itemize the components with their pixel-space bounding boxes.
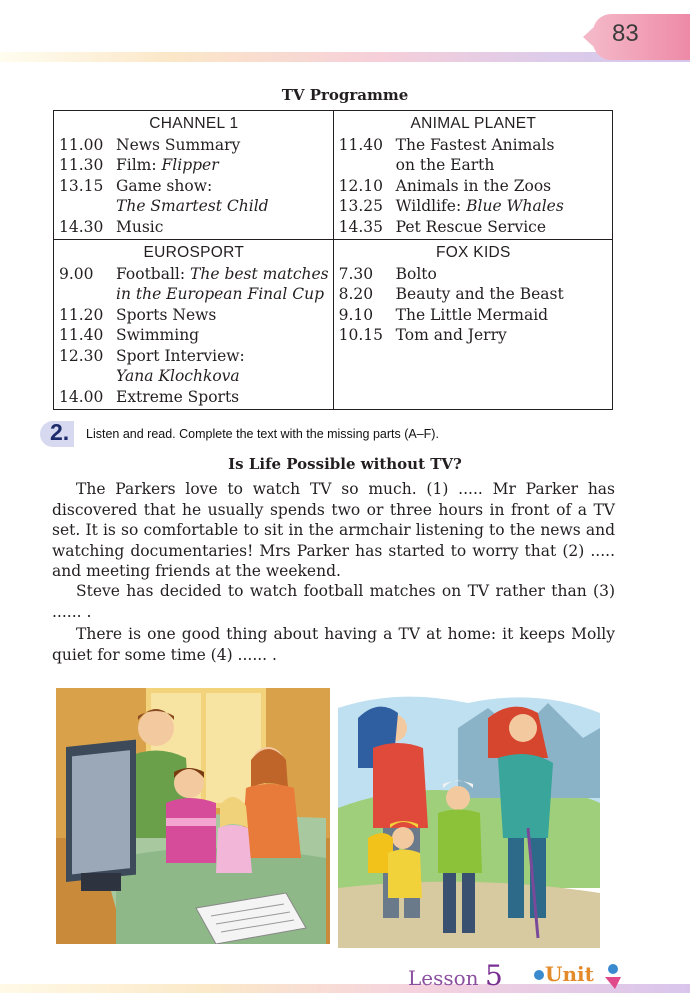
programme-row-continued: in the European Final Cup (116, 285, 325, 303)
exercise-number-badge (40, 421, 74, 447)
programme-row: 13.25 Wildlife: Blue Whales (338, 197, 564, 215)
tv-programme-title: TV Programme (281, 86, 409, 104)
programme-row: 12.30 Sport Interview: (59, 346, 245, 365)
exercise-instruction: Listen and read. Complete the text with the missing parts (A–F). (86, 427, 439, 441)
reading-title: Is Life Possible without TV? (228, 455, 462, 473)
programme-row: 11.30 Film: Flipper (59, 156, 219, 174)
channel-cell (333, 111, 612, 240)
reading-paragraph: There is one good thing about having a TV at home: it keeps Molly quiet for some time (4) ...... . (52, 625, 615, 664)
channel-cell (54, 111, 334, 240)
lesson-label: Lesson 5 (408, 959, 503, 992)
page-number-tab (593, 14, 690, 60)
channel-name: ANIMAL PLANET (410, 115, 537, 132)
programme-row: 9.00 Football: The best matches (59, 264, 329, 283)
programme-row: 11.20 Sports News (59, 305, 217, 324)
reading-paragraph: Steve has decided to watch football matches on TV rather than (3) ...... . (52, 582, 615, 621)
programme-row: 11.40 Swimming (59, 326, 200, 344)
programme-row: 8.20 Beauty and the Beast (338, 285, 564, 303)
programme-row: 12.10 Animals in the Zoos (338, 176, 552, 195)
exercise-number: 2. (50, 419, 70, 445)
programme-row: 9.10 The Little Mermaid (338, 305, 549, 324)
svg-text:Unit: Unit (545, 962, 594, 986)
programme-row: 14.30 Music (59, 217, 164, 236)
programme-row-continued: Yana Klochkova (116, 367, 240, 385)
programme-row: 14.35 Pet Rescue Service (338, 217, 547, 236)
family-watching-tv-illustration (56, 688, 330, 944)
programme-row: 14.00 Extreme Sports (59, 387, 240, 406)
channel-name: FOX KIDS (435, 244, 511, 261)
programme-row: 13.15 Game show: (59, 176, 213, 195)
channel-name: CHANNEL 1 (149, 115, 239, 132)
programme-row-continued: on the Earth (395, 156, 495, 174)
channel-cell (333, 240, 612, 410)
programme-row: 11.40 The Fastest Animals (338, 135, 555, 154)
unit-logo-icon (533, 959, 633, 993)
programme-row: 11.00 News Summary (59, 135, 241, 154)
channel-name: EUROSPORT (143, 244, 245, 261)
family-hiking-illustration (338, 688, 600, 948)
page-number: 83 (612, 20, 639, 47)
reading-paragraph: The Parkers love to watch TV so much. (1) ..... Mr Parker has discovered that he usually spends two or three hours in front of a TV set. It is so comfortable to sit in the armchair listening to the news and watching documentaries! Mrs Parker has started to worry that (2) ..... and meeting friends at the weekend. (52, 480, 615, 580)
header-stripe (0, 52, 690, 62)
channel-cell (54, 240, 334, 410)
tv-programme-table (53, 110, 613, 410)
programme-row-continued: The Smartest Child (116, 197, 269, 215)
programme-row: 10.15 Tom and Jerry (338, 326, 507, 344)
programme-row: 7.30 Bolto (338, 264, 437, 283)
